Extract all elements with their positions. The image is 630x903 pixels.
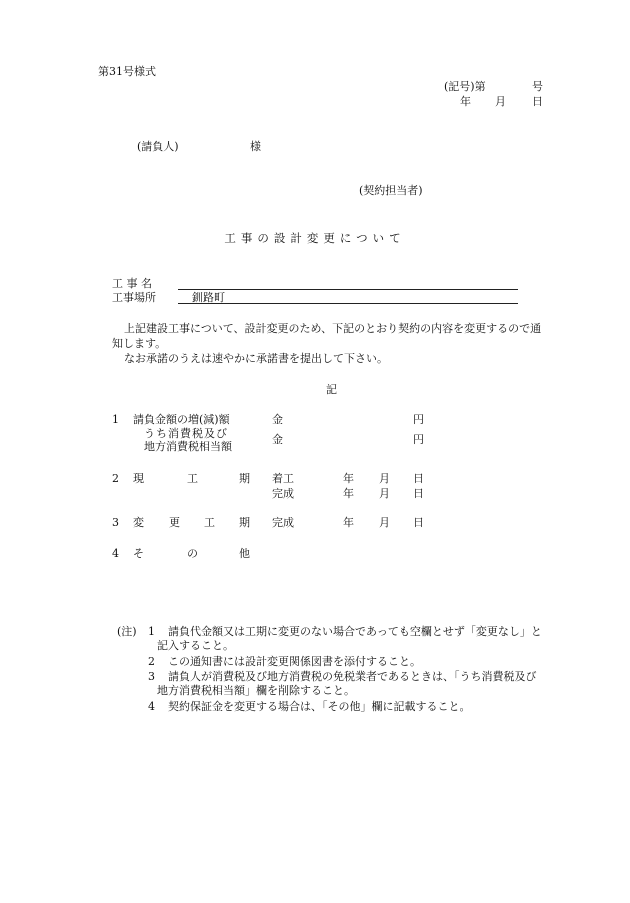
item3-char-4: 期	[239, 516, 250, 529]
item1-sub-label-2: 地方消費税相当額	[144, 440, 232, 453]
date-year: 年	[460, 95, 471, 108]
item4-number: 4	[112, 547, 119, 560]
item2-char-3: 期	[239, 472, 250, 485]
note1-number: 1	[148, 625, 155, 638]
item4-char-1: そ	[133, 547, 144, 560]
contract-officer-label: (契約担当者)	[359, 184, 423, 197]
item4-char-3: 他	[239, 547, 250, 560]
item3-month: 月	[379, 516, 390, 529]
note1-line-1: 請負代金額又は工期に変更のない場合であっても空欄とせず「変更なし」と	[168, 625, 542, 638]
item2-start-year: 年	[343, 472, 354, 485]
item1-sub-label-1: うち消費税及び	[144, 427, 228, 440]
item2-char-2: 工	[187, 472, 198, 485]
item1-label: 請負金額の増(減)額	[133, 413, 230, 426]
project-place-value: 釧路町	[192, 291, 225, 304]
body-line-2: 知します。	[112, 337, 167, 350]
item2-char-1: 現	[133, 472, 144, 485]
reference-suffix: 号	[532, 80, 543, 93]
item3-end-label: 完成	[272, 516, 294, 529]
item2-end-day: 日	[413, 487, 424, 500]
note1-line-2: 記入すること。	[157, 639, 234, 652]
note2-text: この通知書には設計変更関係図書を添付すること。	[168, 655, 421, 668]
item3-year: 年	[343, 516, 354, 529]
form-number: 第31号様式	[98, 65, 156, 78]
note3-number: 3	[148, 670, 155, 683]
contractor-label: (請負人)	[137, 140, 179, 153]
item1-currency: 金	[272, 413, 283, 426]
item3-char-1: 変	[133, 516, 144, 529]
project-place-label: 工事場所	[112, 291, 156, 304]
contractor-honorific: 様	[250, 140, 261, 153]
note2-number: 2	[148, 655, 155, 668]
project-name-underline	[178, 289, 518, 290]
project-name-label: 工 事 名	[112, 277, 152, 290]
ki-heading: 記	[326, 383, 337, 396]
item2-start-label: 着工	[272, 472, 294, 485]
item2-end-month: 月	[379, 487, 390, 500]
note3-line-2: 地方消費税相当額」欄を削除すること。	[157, 684, 355, 697]
notes-prefix: (注)	[117, 625, 137, 638]
item1-unit: 円	[413, 413, 424, 426]
note4-number: 4	[148, 700, 155, 713]
item4-char-2: の	[187, 547, 198, 560]
item2-number: 2	[112, 472, 119, 485]
item2-start-month: 月	[379, 472, 390, 485]
body-line-1: 上記建設工事について、設計変更のため、下記のとおり契約の内容を変更するので通	[124, 322, 542, 335]
item1-sub-unit: 円	[413, 433, 424, 446]
project-place-underline	[178, 303, 518, 304]
date-month: 月	[495, 95, 506, 108]
item2-end-year: 年	[343, 487, 354, 500]
note4-text: 契約保証金を変更する場合は、「その他」欄に記載すること。	[168, 700, 471, 713]
document-title: 工事の設計変更について	[224, 231, 406, 245]
body-line-3: なお承諾のうえは速やかに承諾書を提出して下さい。	[124, 352, 388, 365]
date-day: 日	[532, 95, 543, 108]
reference-label: (記号)第	[444, 80, 486, 93]
item3-number: 3	[112, 516, 119, 529]
item3-char-2: 更	[169, 516, 180, 529]
note3-line-1: 請負人が消費税及び地方消費税の免税業者であるときは、「うち消費税及び	[168, 670, 537, 683]
item3-day: 日	[413, 516, 424, 529]
item1-sub-currency: 金	[272, 433, 283, 446]
item1-number: 1	[112, 413, 119, 426]
item3-char-3: 工	[204, 516, 215, 529]
item2-start-day: 日	[413, 472, 424, 485]
item2-end-label: 完成	[272, 487, 294, 500]
